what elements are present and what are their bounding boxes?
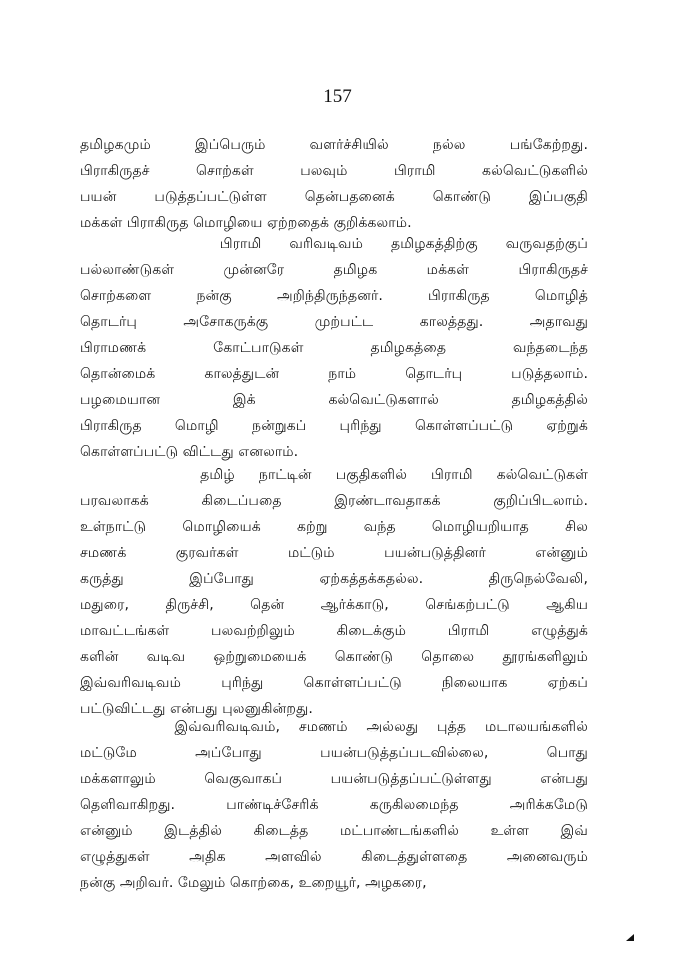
text-line: பிராமணக் கோட்பாடுகள் தமிழகத்தை வந்தடைந்த: [80, 340, 588, 356]
text-line: கொள்ளப்பட்டு விட்டது எனலாம்.: [80, 444, 299, 460]
text-line: பட்டுவிட்டது என்பது புலனுகின்றது.: [80, 701, 313, 717]
text-line: பல்லாண்டுகள் முன்னரே தமிழக மக்கள் பிராகிருதச்: [80, 262, 588, 278]
page-number: 157: [323, 86, 352, 107]
text-line: களின் வடிவ ஒற்றுமையைக் கொண்டு தொலை தூரங்களிலும்: [80, 649, 588, 665]
text-line: மாவட்டங்கள் பலவற்றிலும் கிடைக்கும் பிராமி எழுத்துக்: [80, 623, 588, 639]
text-line: சொற்களை நன்கு அறிந்திருந்தனர். பிராகிருத மொழித்: [80, 288, 588, 304]
text-line: பிராமி வரிவடிவம் தமிழகத்திற்கு வருவதற்குப்: [80, 236, 588, 252]
paragraph-1: [80, 132, 588, 236]
paragraph-2: [80, 231, 588, 465]
text-line: தெளிவாகிறது. பாண்டிச்சேரிக் கருகிலமைந்த அரிக்கமேடு: [80, 797, 588, 813]
text-line: பழமையான இக் கல்வெட்டுகளால் தமிழகத்தில்: [80, 392, 588, 408]
text-line: பரவலாகக் கிடைப்பதை இரண்டாவதாகக் குறிப்பிடலாம்.: [80, 493, 588, 509]
text-line: தமிழ் நாட்டின் பகுதிகளில் பிராமி கல்வெட்டுகள்: [80, 467, 588, 483]
text-line: கருத்து இப்போது ஏற்கத்தக்கதல்ல. திருநெல்வேலி,: [80, 571, 588, 587]
paragraph-3: [80, 462, 588, 722]
paragraph-4: [80, 714, 588, 896]
text-line: பயன் படுத்தப்பட்டுள்ள தென்பதனைக் கொண்டு இப்பகுதி: [80, 189, 588, 205]
text-line: சமணக் குரவர்கள் மட்டும் பயன்படுத்தினர் என்னும்: [80, 545, 588, 561]
text-line: என்னும் இடத்தில் கிடைத்த மட்பாண்டங்களில் உள்ள இவ்: [80, 823, 588, 839]
text-line: பிராகிருத மொழி நன்றுகப் புரிந்து கொள்ளப்பட்டு ஏற்றுக்: [80, 418, 588, 434]
text-line: தொன்மைக் காலத்துடன் நாம் தொடர்பு படுத்தலாம்.: [80, 366, 588, 382]
text-line: இவ்வரிவடிவம், சமணம் அல்லது புத்த மடாலயங்களில்: [80, 719, 588, 735]
text-line: எழுத்துகள் அதிக அளவில் கிடைத்துள்ளதை அனைவரும்: [80, 849, 588, 865]
text-line: மட்டுமே அப்போது பயன்படுத்தப்படவில்லை, பொது: [80, 745, 588, 761]
text-line: மக்கள் பிராகிருத மொழியை ஏற்றதைக் குறிக்கலாம்.: [80, 215, 412, 231]
text-line: இவ்வரிவடிவம் புரிந்து கொள்ளப்பட்டு நிலையாக ஏற்கப்: [80, 675, 588, 691]
text-line: பிராகிருதச் சொற்கள் பலவும் பிராமி கல்வெட்டுகளில்: [80, 163, 588, 179]
text-line: நன்கு அறிவர். மேலும் கொற்கை, உறையூர், அழகரை,: [80, 875, 427, 891]
corner-mark: [626, 934, 634, 941]
text-line: உள்நாட்டு மொழியைக் கற்று வந்த மொழியறியாத சில: [80, 519, 588, 535]
text-line: மக்களாலும் வெகுவாகப் பயன்படுத்தப்பட்டுள்ளது என்பது: [80, 771, 588, 787]
text-line: மதுரை, திருச்சி, தென் ஆர்க்காடு, செங்கற்பட்டு ஆகிய: [80, 597, 588, 613]
text-line: தமிழகமும் இப்பெரும் வளர்ச்சியில் நல்ல பங்கேற்றது.: [80, 137, 588, 153]
text-line: தொடர்பு அசோகருக்கு முற்பட்ட காலத்தது. அதாவது: [80, 314, 588, 330]
